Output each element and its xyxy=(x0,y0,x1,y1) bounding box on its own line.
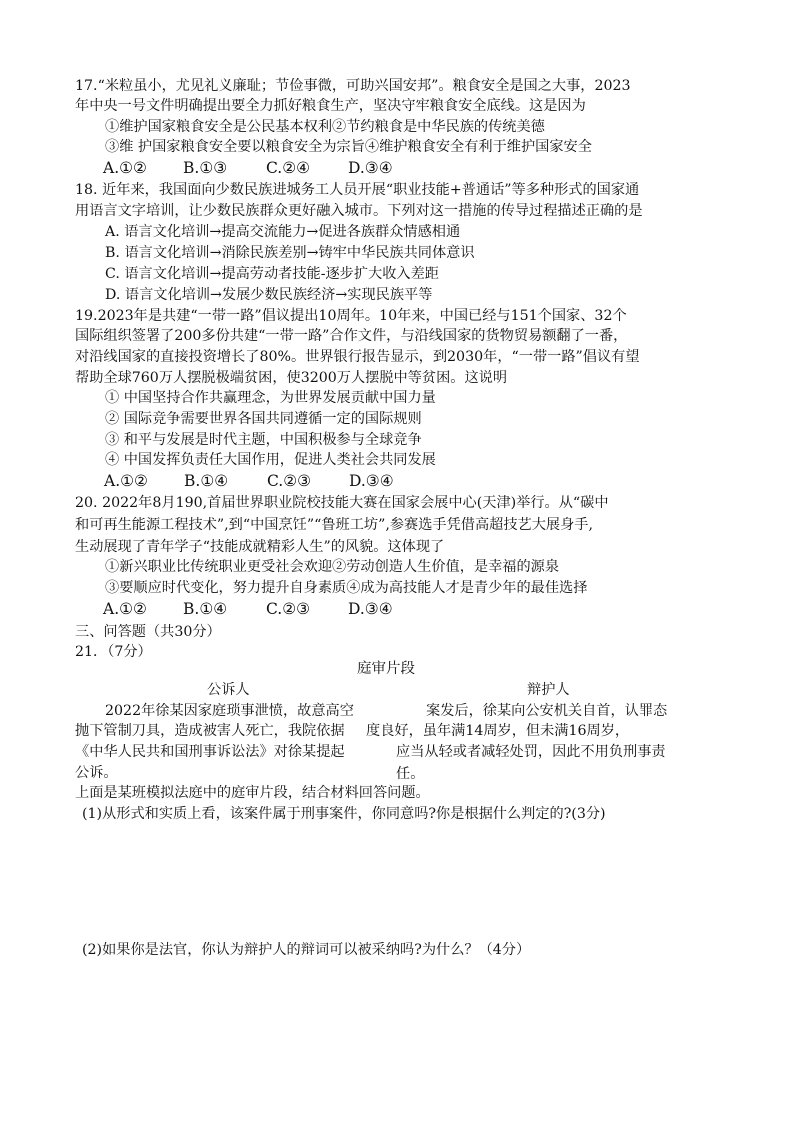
q19-choice-c[interactable]: C.②③ xyxy=(267,472,312,490)
q18-option-a[interactable]: A. 语言文化培训→提高交流能力→促进各族群众情感相通 xyxy=(105,224,461,240)
q17-choice-c[interactable]: C.②④ xyxy=(266,159,311,177)
q21-label: 21．（7分） xyxy=(75,644,152,660)
q17-choice-a[interactable]: A.①② xyxy=(103,159,147,177)
q21-subquestion-2: (2)如果你是法官，你认为辩护人的辩词可以被采纳吗?为什么？（4分） xyxy=(82,942,531,958)
q20-choice-c[interactable]: C.②③ xyxy=(266,600,311,618)
q19-choices xyxy=(104,470,429,492)
q20-stem-line3: 生动展现了青年学子“技能成就精彩人生”的风貌。这体现了 xyxy=(75,539,445,555)
q20-choice-a[interactable]: A.①② xyxy=(103,600,147,618)
q20-choice-b[interactable]: B.①④ xyxy=(183,600,228,618)
q20-option-line1: ①新兴职业比传统职业更受社会欢迎②劳动创造人生价值，是幸福的源泉 xyxy=(105,559,560,575)
q19-item-4: ④ 中国发挥负责任大国作用，促进人类社会共同发展 xyxy=(105,452,436,468)
prosecutor-line3: 《中华人民共和国刑事诉讼法》对徐某提起 xyxy=(75,744,345,760)
q19-stem-line3: 对沿线国家的直接投资增长了80%。世界银行报告显示，到2030年，“一带一路”倡议有望 xyxy=(75,349,640,365)
q20-choice-d[interactable]: D.③④ xyxy=(348,600,393,618)
prosecutor-line1: 2022年徐某因家庭琐事泄愤，故意高空 xyxy=(105,703,354,719)
q19-item-3: ③ 和平与发展是时代主题，中国积极参与全球竞争 xyxy=(105,432,422,448)
prosecutor-header: 公诉人 xyxy=(207,682,250,698)
defender-line1: 案发后，徐某向公安机关自首，认罪态 xyxy=(426,703,668,719)
q18-stem-line2: 用语言文字培训，让少数民族群众更好融入城市。下列对这一措施的传导过程描述正确的是 xyxy=(75,203,643,219)
q19-item-1: ① 中国坚持合作共赢理念，为世界发展贡献中国力量 xyxy=(105,390,436,406)
q18-option-d[interactable]: D. 语言文化培训→发展少数民族经济→实现民族平等 xyxy=(105,287,433,303)
defender-line3: 应当从轻或者减轻处罚，因此不用负刑事责 xyxy=(396,744,666,760)
q17-choices xyxy=(103,157,428,179)
q17-choice-b[interactable]: B.①③ xyxy=(183,159,228,177)
court-title: 庭审片段 xyxy=(357,661,415,677)
q18-stem-line1: 18. 近年来，我国面向少数民族进城务工人员开展“职业技能+普通话”等多种形式的国家通 xyxy=(75,182,640,198)
defender-header: 辩护人 xyxy=(527,682,570,698)
section-heading: 三、问答题（共30分） xyxy=(75,624,221,640)
q17-stem-line1: 17.“米粒虽小，尤见礼义廉耻；节俭事微，可助兴国安邦”。粮食安全是国之大事，2023 xyxy=(75,78,631,94)
defender-line4: 任。 xyxy=(396,766,425,782)
q19-choice-d[interactable]: D.③④ xyxy=(349,472,394,490)
q18-option-b[interactable]: B. 语言文化培训→消除民族差别→铸牢中华民族共同体意识 xyxy=(105,245,475,261)
q19-choice-b[interactable]: B.①④ xyxy=(184,472,229,490)
q19-stem-line2: 国际组织签署了200多份共建“一带一路”合作文件，与沿线国家的货物贸易额翻了一番， xyxy=(75,328,628,344)
q17-choice-d[interactable]: D.③④ xyxy=(348,159,393,177)
q19-choice-a[interactable]: A.①② xyxy=(104,472,148,490)
q20-choices xyxy=(103,598,428,620)
q19-stem-line1: 19.2023年是共建“一带一路”倡议提出10周年。10年来，中国已经与151个国家、32个 xyxy=(75,308,627,324)
prosecutor-line2: 抛下管制刀具，造成被害人死亡，我院依据 xyxy=(75,723,345,739)
q20-stem-line2: 和可再生能源工程技术”,到“中国烹饪”“鲁班工坊”,参赛选手凭借高超技艺大展身手, xyxy=(75,517,593,533)
q20-stem-line1: 20. 2022年8月190,首届世界职业院校技能大赛在国家会展中心(天津)举行。从“碳中 xyxy=(75,495,609,511)
defender-line2: 度良好，虽年满14周岁，但未满16周岁， xyxy=(366,723,630,739)
q19-item-2: ② 国际竞争需要世界各国共同遵循一定的国际规则 xyxy=(105,411,422,427)
q18-option-c[interactable]: C. 语言文化培训→提高劳动者技能-逐步扩大收入差距 xyxy=(105,266,439,282)
q19-stem-line4: 帮助全球760万人摆脱极端贫困，使3200万人摆脱中等贫困。这说明 xyxy=(75,370,508,386)
prosecutor-line4: 公诉。 xyxy=(75,765,118,781)
q17-option-line1: ①维护国家粮食安全是公民基本权利②节约粮食是中华民族的传统美德 xyxy=(105,119,545,135)
q20-option-line2: ③要顺应时代变化，努力提升自身素质④成为高技能人才是青少年的最佳选择 xyxy=(105,580,588,596)
q21-subquestion-1: (1)从形式和实质上看，该案件属于刑事案件，你同意吗?你是根据什么判定的?(3分) xyxy=(82,806,606,822)
q17-stem-line2: 年中央一号文件明确提出要全力抓好粮食生产，坚决守牢粮食安全底线。这是因为 xyxy=(75,98,586,114)
q21-instruction: 上面是某班模拟法庭中的庭审片段，结合材料回答问题。 xyxy=(75,785,430,801)
q17-option-line2: ③维 护国家粮食安全要以粮食安全为宗旨④维护粮食安全有利于维护国家安全 xyxy=(105,139,592,155)
